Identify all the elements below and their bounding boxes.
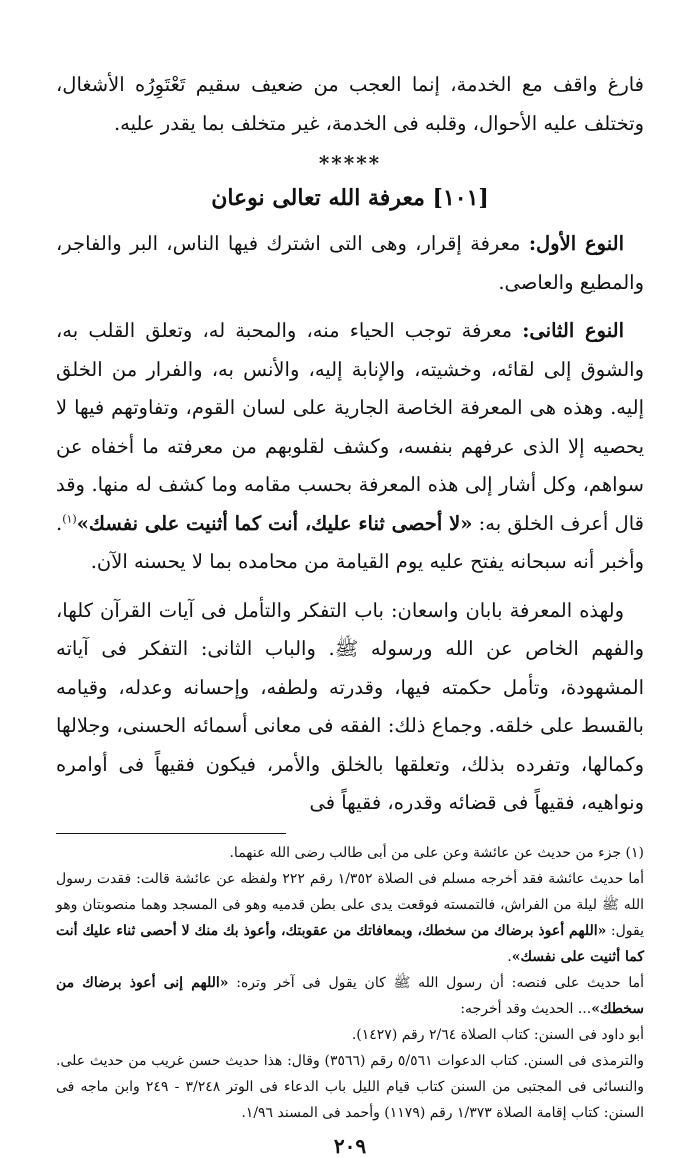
page-number: ٢٠٩ bbox=[333, 1133, 367, 1158]
two-doors-paragraph: ولهذه المعرفة بابان واسعان: باب التفكر والتأمل فى آيات القرآن كلها، والفهم الخاص عن الله ورسوله ﷺ. والباب الثانى: التفكر فى آياته المشهودة، وتأمل حكمته فيها، وقدرته ولطفه، وإحسانه وعدله، وقيامه بالقسط على خلقه. وجماع ذلك: الفقه فى معانى أسمائه الحسنى، وجلالها وكمالها، وتفرده بذلك، وتعلقها بالخلق والأمر، فيكون فقيهاً فى أوامره ونواهيه، فقيهاً فى قضائه وقدره، فقيهاً فى bbox=[56, 598, 644, 814]
footnote-ali bbox=[56, 970, 644, 1022]
book-page bbox=[56, 66, 645, 1158]
hadith-quote: «لا أحصى ثناء عليك، أنت كما أثنيت على نفسك» bbox=[76, 511, 473, 535]
type-two-tail: . وأخبر أنه سبحانه يفتح عليه يوم القيامة من محامده بما لا يحسنه الآن. bbox=[56, 511, 644, 573]
type-one-term: النوع الأول: bbox=[528, 232, 624, 255]
type-two-term: النوع الثانى: bbox=[522, 319, 624, 342]
type-one-paragraph bbox=[56, 225, 644, 302]
footnote-aisha-end: . bbox=[507, 948, 512, 965]
footnote-aisha bbox=[56, 866, 644, 970]
footnote-aisha-quote: «اللهم أعوذ برضاك من سخطك، وبمعافاتك من عقوبتك، وأعوذ بك منك لا أحصى ثناء عليك أنت كما أثنيت على نفسك» bbox=[56, 922, 644, 965]
footnote-ali-text: أما حديث على فنصه: أن رسول الله ﷺ كان يقول فى آخر وتره: bbox=[228, 974, 644, 991]
type-one-text: معرفة إقرار، وهى التى اشترك فيها الناس، البر والفاجر، والمطيع والعاصى. bbox=[56, 232, 644, 294]
footnote-divider-wrap bbox=[56, 823, 644, 840]
section-heading: [١٠١] معرفة الله تعالى نوعان bbox=[211, 185, 489, 211]
footnotes bbox=[56, 840, 644, 1126]
continued-paragraph: فارغ واقف مع الخدمة، إنما العجب من ضعيف سقيم تَعْتَوِرُه الأشغال، وتختلف عليه الأحوال، وقلبه فى الخدمة، غير متخلف بما يقدر عليه. bbox=[56, 73, 644, 135]
section-separator: ***** bbox=[318, 151, 382, 175]
footnote-aisha-text: أما حديث عائشة فقد أخرجه مسلم فى الصلاة ١/٣٥٢ رقم ٢٢٢ ولفظه عن عائشة قالت: فقدت رسول الله ﷺ ليلة من الفراش، فالتمسته فوقعت يدى على بطن قدميه وهو فى المسجد وهما منصوبتان وهو يقول: bbox=[56, 870, 644, 939]
footnote-divider bbox=[56, 833, 286, 834]
footnote-1: (١) جزء من حديث عن عائشة وعن على من أبى طالب رضى الله عنهما. bbox=[229, 844, 644, 861]
footnote-ali-quote: «اللهم إنى أعوذ برضاك من سخطك» bbox=[56, 974, 644, 1017]
footnote-tirmidhi: والترمذى فى السنن. كتاب الدعوات ٥/٥٦١ رقم (٣٥٦٦) وقال: هذا حديث حسن غريب من حديث على. والنسائى فى المجتبى من السنن كتاب قيام الليل باب الدعاء فى الوتر ٣/٢٤٨ - ٢٤٩ وابن ماجه فى السنن: كتاب إقامة الصلاة ١/٣٧٣ رقم (١١٧٩) وأحمد فى المسند ١/٩٦. bbox=[56, 1052, 645, 1121]
footnote-reference: (١) bbox=[62, 512, 77, 525]
type-two-text: معرفة توجب الحياء منه، والمحبة له، وتعلق القلب به، والشوق إلى لقائه، وخشيته، والإنابة إليه، والأنس به، والفرار من الخلق إليه. وهذه هى المعرفة الخاصة الجارية على لسان القوم، وتفاوتهم فيها لا يحصيه إلا الذى عرفهم بنفسه، وكشف لقلوبهم من معرفته ما أخفاه عن سواهم، وكل أشار إلى هذه المعرفة بحسب مقامه وما كشف له منها. وقد قال أعرف الخلق به: bbox=[56, 319, 644, 535]
footnote-abu-dawud: أبو داود فى السنن: كتاب الصلاة ٢/٦٤ رقم (١٤٢٧). bbox=[351, 1026, 644, 1043]
footnote-ali-end: ... الحديث وقد أخرجه: bbox=[460, 1000, 592, 1017]
type-two-paragraph bbox=[56, 312, 644, 582]
